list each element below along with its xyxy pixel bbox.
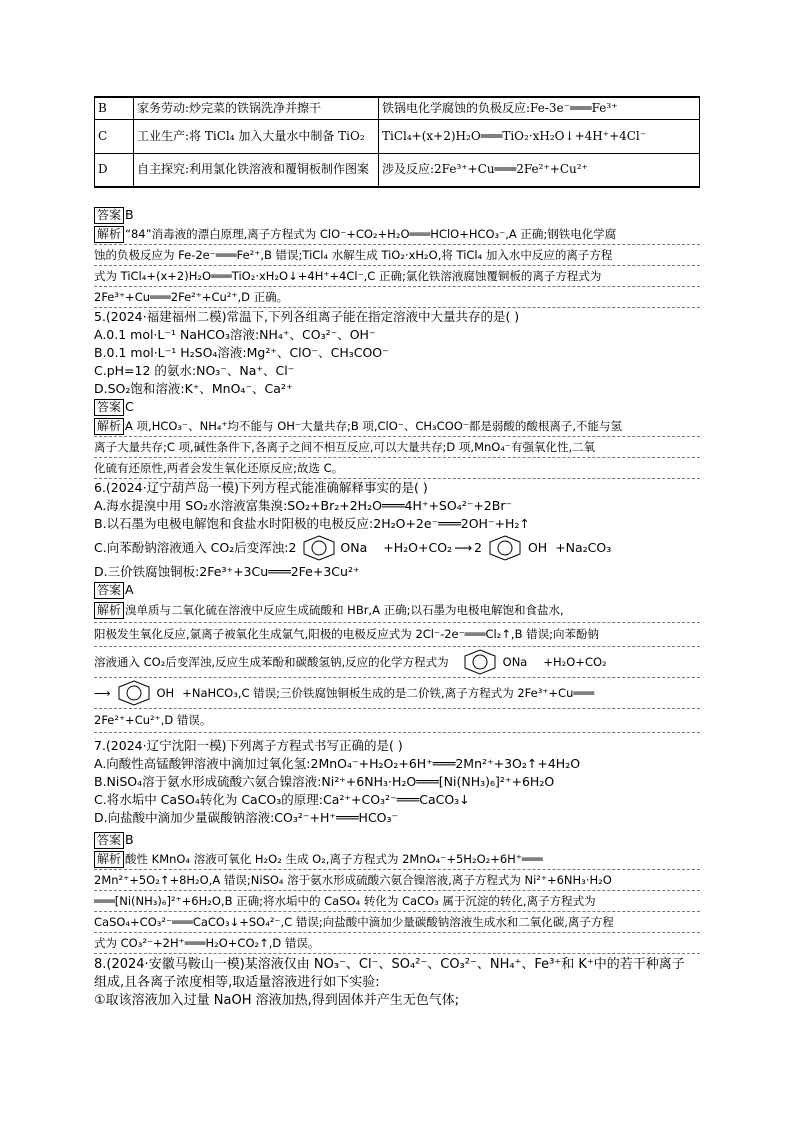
analysis-line: 酸性 KMnO₄ 溶液可氧化 H₂O₂ 生成 O₂,离子方程式为 2MnO₄⁻+5H₂O₂+6H⁺═══ (125, 852, 543, 866)
options-table (94, 96, 700, 188)
analysis-line: 离子大量共存;C 项,碱性条件下,各离子之间不相互反应,可以大量共存;D 项,MnO₄⁻有强氧化性,二氧 (94, 437, 700, 458)
question-stem: 8.(2024·安徽马鞍山一模)某溶液仅由 NO₃⁻、Cl⁻、SO₄²⁻、CO₃²⁻、NH₄⁺、Fe³⁺和 K⁺中的若干种离子 (94, 957, 685, 972)
analysis-line: CaSO₄+CO₃²⁻═══CaCO₃↓+SO₄²⁻,C 错误;向盐酸中滴加少量碳酸钠溶液生成水和二氧化碳,离子方程 (94, 912, 700, 933)
analysis-block (94, 599, 700, 733)
analysis-line: 2Fe²⁺+Cu²⁺,D 错误。 (94, 709, 700, 733)
analysis-line: 2Fe³⁺+Cu═══2Fe²⁺+Cu²⁺,D 正确。 (94, 287, 700, 308)
row-label: B (95, 97, 134, 119)
analysis-block (94, 849, 700, 954)
question-stem: 7.(2024·辽宁沈阳一模)下列离子方程式书写正确的是( ) (94, 738, 403, 753)
option-a: A.海水提溴中用 SO₂水溶液富集溴:SO₂+Br₂+2H₂O═══4H⁺+SO₄²⁻+2Br⁻ (94, 498, 513, 513)
answer-line (94, 581, 700, 599)
analysis-tag: 解析 (94, 602, 124, 619)
row-label: D (95, 153, 134, 187)
question-stem: 6.(2024·辽宁葫芦岛一模)下列方程式能准确解释事实的是( ) (94, 480, 428, 495)
q5-block (94, 308, 700, 479)
option-c: C.向苯酚钠溶液通入 CO₂后变浑浊:2 ONa +H₂O+CO₂ ⟶ 2 OH +Na₂CO₃ (94, 533, 700, 563)
option-c: C.将水垢中 CaSO₄转化为 CaCO₃的原理:Ca²⁺+CO₃²⁻═══CaCO₃↓ (94, 792, 470, 807)
analysis-tag: 解析 (94, 226, 124, 243)
option-d: D.向盐酸中滴加少量碳酸钠溶液:CO₃²⁻+H⁺═══HCO₃⁻ (94, 810, 399, 825)
answer-tag: 答案 (94, 399, 124, 416)
analysis-block (94, 416, 700, 479)
option-d: D.三价铁腐蚀铜板:2Fe³⁺+3Cu═══2Fe+3Cu²⁺ (94, 564, 360, 579)
option-b: B.以石墨为电极电解饱和食盐水时阳极的电极反应:2H₂O+2e⁻═══2OH⁻+H₂↑ (94, 516, 530, 531)
experiment-step: ①取该溶液加入过量 NaOH 溶液加热,得到固体并产生无色气体; (94, 993, 460, 1008)
analysis-line: 化硫有还原性,两者会发生氧化还原反应;故选 C。 (94, 458, 700, 479)
analysis-line: 阳极发生氧化反应,氯离子被氧化生成氯气,阳极的电极反应式为 2Cl⁻-2e⁻═══Cl₂↑,B 错误;向苯酚钠 (94, 623, 700, 647)
row-label: C (95, 119, 134, 153)
analysis-line: 溴单质与二氧化硫在溶液中反应生成硫酸和 HBr,A 正确;以石墨为电极电解饱和食盐水, (125, 603, 564, 617)
analysis-line: ⟶ OH +NaHCO₃,C 错误;三价铁腐蚀铜板生成的是二价铁,离子方程式为 2Fe³⁺+Cu═══ (94, 678, 700, 709)
answer-line (94, 831, 700, 849)
row-scenario: 自主探究:利用氯化铁溶液和覆铜板制作图案 (134, 153, 379, 187)
benzene-ring-icon (113, 679, 155, 707)
option-b: B.NiSO₄溶于氨水形成硫酸六氨合镍溶液:Ni²⁺+6NH₃·H₂O═══[Ni(NH₃)₆]²⁺+6H₂O (94, 774, 555, 789)
row-equation: 铁锅电化学腐蚀的负极反应:Fe-3e⁻═══Fe³⁺ (379, 97, 700, 119)
answer-tag: 答案 (94, 832, 124, 849)
table-row (95, 119, 700, 153)
q8-block (94, 956, 700, 1010)
analysis-line: “84”消毒液的漂白原理,离子方程式为 ClO⁻+CO₂+H₂O═══HClO+HCO₃⁻,A 正确;钢铁电化学腐 (125, 227, 617, 241)
answer-tag: 答案 (94, 582, 124, 599)
answer-line (94, 398, 700, 416)
answer-tag: 答案 (94, 207, 124, 224)
answer-value: A (125, 582, 134, 597)
analysis-line: A 项,HCO₃⁻、NH₄⁺均不能与 OH⁻大量共存;B 项,ClO⁻、CH₃COO⁻都是弱酸的酸根离子,不能与氢 (125, 419, 623, 433)
analysis-line: 式为 CO₃²⁻+2H⁺═══H₂O+CO₂↑,D 错误。 (94, 933, 700, 954)
analysis-line: 2Mn²⁺+5O₂↑+8H₂O,A 错误;NiSO₄ 溶于氨水形成硫酸六氨合镍溶液,离子方程式为 Ni²⁺+6NH₃·H₂O (94, 870, 700, 891)
analysis-line: 蚀的负极反应为 Fe-2e⁻═══Fe²⁺,B 错误;TiCl₄ 水解生成 TiO₂·xH₂O,将 TiCl₄ 加入水中反应的离子方程 (94, 245, 700, 266)
q7-block (94, 737, 700, 954)
option-b: B.0.1 mol·L⁻¹ H₂SO₄溶液:Mg²⁺、ClO⁻、CH₃COO⁻ (94, 345, 389, 360)
row-scenario: 工业生产:将 TiCl₄ 加入大量水中制备 TiO₂ (134, 119, 379, 153)
answer-line (94, 206, 700, 224)
q6-block (94, 479, 700, 733)
option-a: A.0.1 mol·L⁻¹ NaHCO₃溶液:NH₄⁺、CO₃²⁻、OH⁻ (94, 327, 376, 342)
question-stem-cont: 组成,且各离子浓度相等,取适量溶液进行如下实验: (94, 975, 380, 990)
question-stem: 5.(2024·福建福州二模)常温下,下列各组离子能在指定溶液中大量共存的是( ) (94, 309, 520, 324)
option-c: C.pH=12 的氨水:NO₃⁻、Na⁺、Cl⁻ (94, 363, 295, 378)
answer-value: C (125, 399, 134, 414)
table-row (95, 97, 700, 119)
analysis-line: 式为 TiCl₄+(x+2)H₂O═══TiO₂·xH₂O↓+4H⁺+4Cl⁻,C 正确;氯化铁溶液腐蚀覆铜板的离子方程式为 (94, 266, 700, 287)
benzene-ring-icon (484, 534, 526, 562)
row-equation: TiCl₄+(x+2)H₂O═══TiO₂·xH₂O↓+4H⁺+4Cl⁻ (379, 119, 700, 153)
option-d: D.SO₂饱和溶液:K⁺、MnO₄⁻、Ca²⁺ (94, 381, 293, 396)
benzene-ring-icon (298, 534, 340, 562)
row-scenario: 家务劳动:炒完菜的铁锅洗净并擦干 (134, 97, 379, 119)
analysis-line: 溶液通入 CO₂后变浑浊,反应生成苯酚和碳酸氢钠,反应的化学方程式为 ONa +H₂O+CO₂ (94, 647, 700, 678)
row-equation: 涉及反应:2Fe³⁺+Cu═══2Fe²⁺+Cu²⁺ (379, 153, 700, 187)
analysis-tag: 解析 (94, 418, 124, 435)
analysis-block (94, 224, 700, 308)
table-row (95, 153, 700, 187)
analysis-line: ═══[Ni(NH₃)₆]²⁺+6H₂O,B 正确;将水垢中的 CaSO₄ 转化为 CaCO₃ 属于沉淀的转化,离子方程式为 (94, 891, 700, 912)
option-a: A.向酸性高锰酸钾溶液中滴加过氧化氢:2MnO₄⁻+H₂O₂+6H⁺═══2Mn²⁺+3O₂↑+4H₂O (94, 756, 581, 771)
benzene-ring-icon (459, 648, 501, 676)
answer-value: B (125, 832, 134, 847)
page-content (94, 96, 700, 1010)
q4-block (94, 206, 700, 308)
analysis-tag: 解析 (94, 851, 124, 868)
answer-value: B (125, 207, 134, 222)
